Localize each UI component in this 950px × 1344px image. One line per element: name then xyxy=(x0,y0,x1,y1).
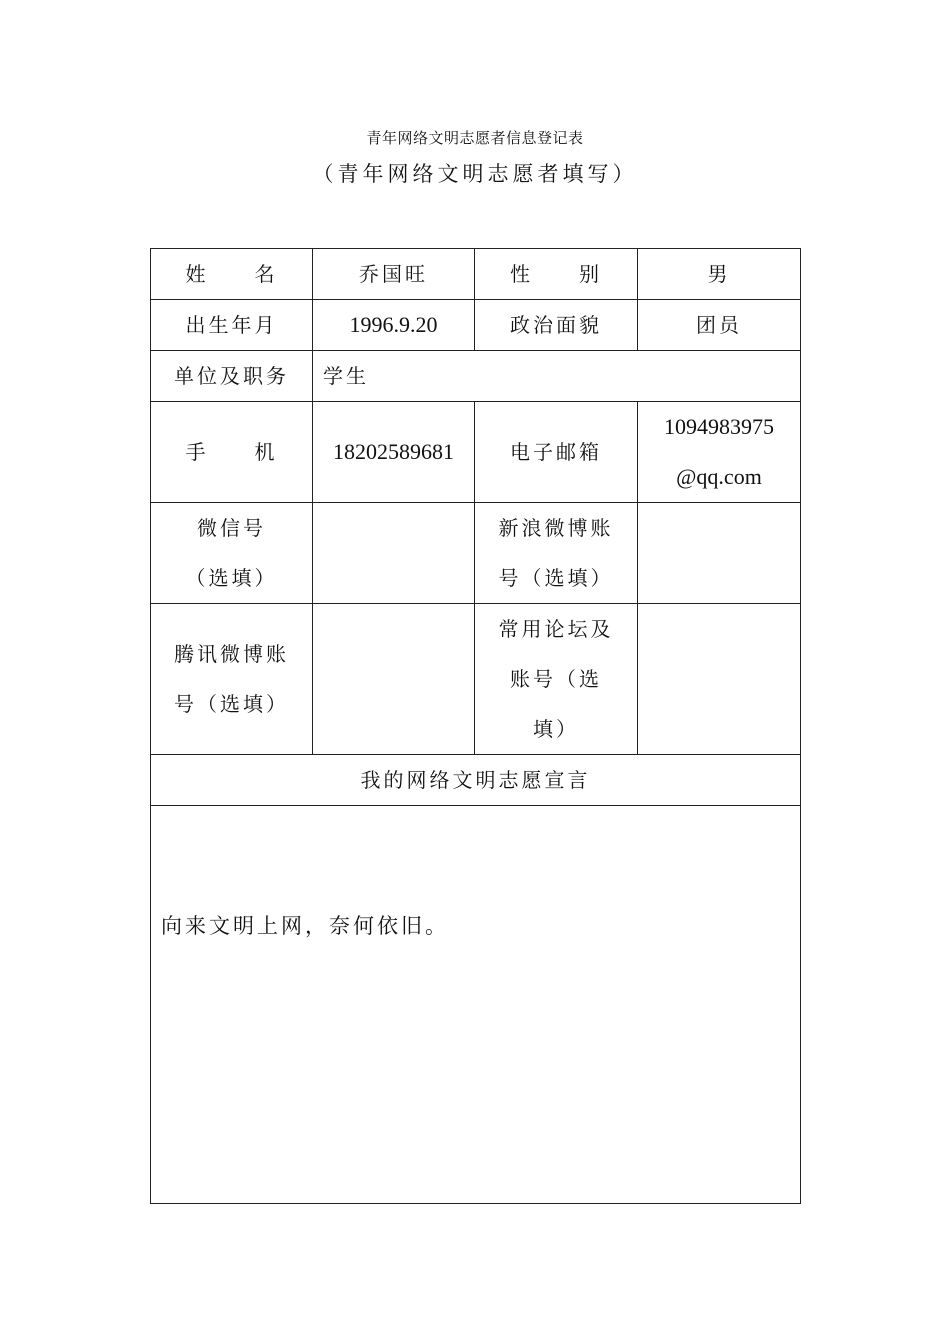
gender-value[interactable]: 男 xyxy=(638,249,801,300)
row-declaration-heading xyxy=(151,755,801,806)
phone-value[interactable]: 18202589681 xyxy=(313,402,475,503)
tencent-value[interactable] xyxy=(313,604,475,755)
name-label: 姓 名 xyxy=(151,249,313,300)
sina-label-line1: 新浪微博账 xyxy=(498,516,614,540)
forum-label-line2: 账号（选 xyxy=(510,667,602,691)
sina-label-line2: 号（选填） xyxy=(498,566,614,590)
row-phone-email xyxy=(151,402,801,503)
email-value-line1: 1094983975 xyxy=(664,414,774,439)
unit-value[interactable]: 学生 xyxy=(313,351,801,402)
wechat-label-line1: 微信号 xyxy=(197,516,266,540)
row-name-gender xyxy=(151,249,801,300)
sina-label xyxy=(475,503,638,604)
unit-label: 单位及职务 xyxy=(151,351,313,402)
email-label: 电子邮箱 xyxy=(475,402,638,503)
declaration-heading: 我的网络文明志愿宣言 xyxy=(151,755,801,806)
declaration-body[interactable] xyxy=(151,806,801,1204)
birth-label: 出生年月 xyxy=(151,300,313,351)
sina-value[interactable] xyxy=(638,503,801,604)
registration-table xyxy=(150,248,801,1204)
name-value[interactable]: 乔国旺 xyxy=(313,249,475,300)
tencent-label xyxy=(151,604,313,755)
form-title: 青年网络文明志愿者信息登记表 xyxy=(366,129,584,147)
row-wechat-sina xyxy=(151,503,801,604)
forum-label xyxy=(475,604,638,755)
wechat-label xyxy=(151,503,313,604)
tencent-label-line2: 号（选填） xyxy=(174,692,289,716)
wechat-value[interactable] xyxy=(313,503,475,604)
email-value[interactable] xyxy=(638,402,801,503)
wechat-label-line2: （选填） xyxy=(185,566,278,590)
political-value[interactable]: 团员 xyxy=(638,300,801,351)
forum-value[interactable] xyxy=(638,604,801,755)
forum-label-line1: 常用论坛及 xyxy=(498,617,614,641)
phone-label: 手 机 xyxy=(151,402,313,503)
row-unit xyxy=(151,351,801,402)
form-subtitle: （青年网络文明志愿者填写） xyxy=(312,162,638,186)
row-declaration-body xyxy=(151,806,801,1204)
tencent-label-line1: 腾讯微博账 xyxy=(174,642,289,666)
row-birth-political xyxy=(151,300,801,351)
birth-value[interactable]: 1996.9.20 xyxy=(313,300,475,351)
gender-label: 性 别 xyxy=(475,249,638,300)
declaration-text: 向来文明上网，奈何依旧。 xyxy=(161,914,449,938)
forum-label-line3: 填） xyxy=(533,717,579,741)
email-value-line2: @qq.com xyxy=(676,464,762,489)
political-label: 政治面貌 xyxy=(475,300,638,351)
row-tencent-forum xyxy=(151,604,801,755)
